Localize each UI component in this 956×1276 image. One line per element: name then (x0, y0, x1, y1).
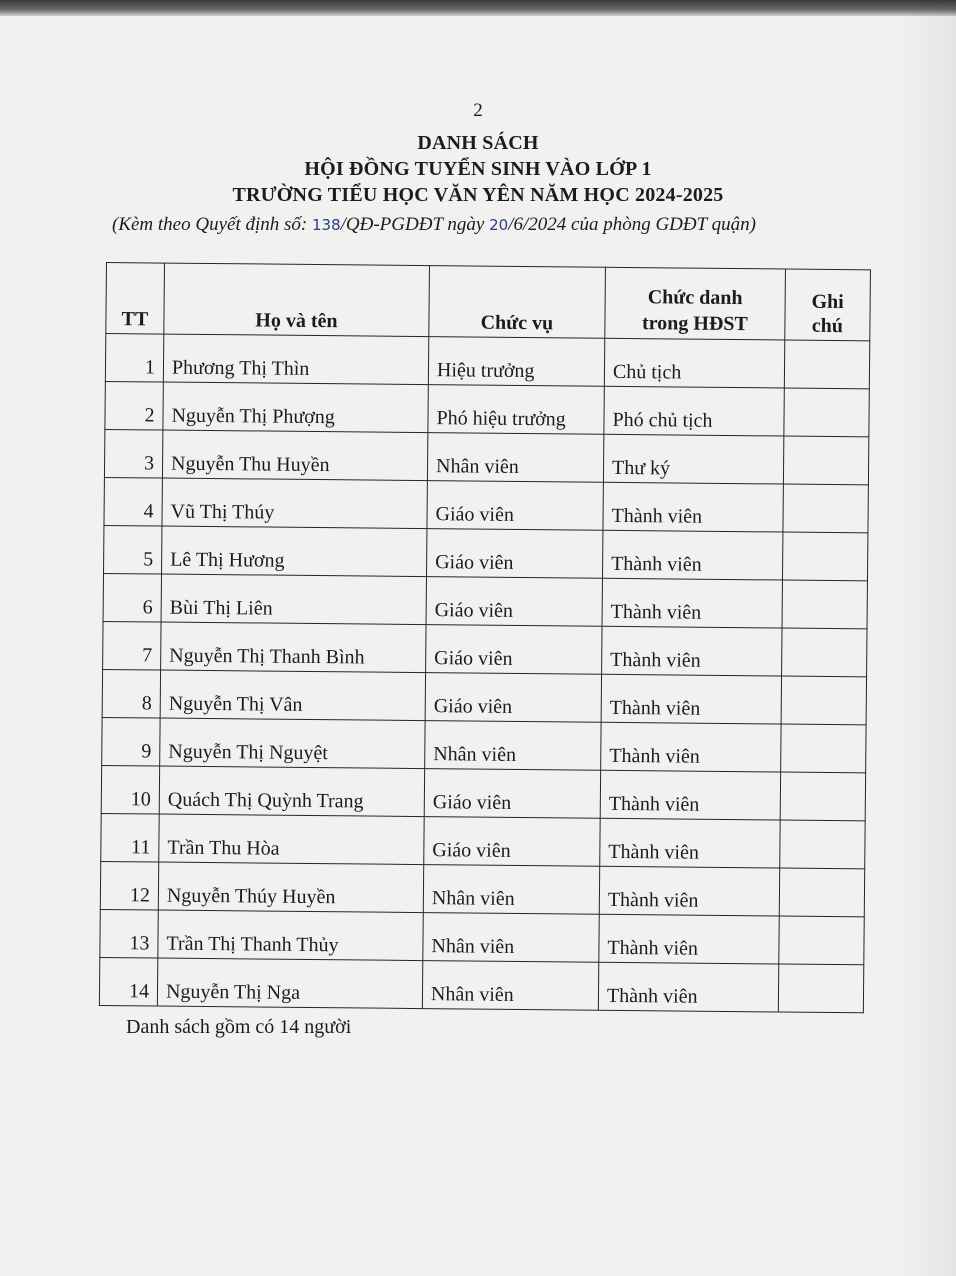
member-position: Nhân viên (425, 721, 601, 771)
member-name: Nguyễn Thị Nga (157, 958, 422, 1009)
table-row (103, 621, 867, 676)
member-name: Nguyễn Thu Huyền (162, 430, 427, 481)
table-row (104, 429, 868, 484)
member-name: Nguyễn Thúy Huyền (158, 862, 423, 913)
table-row (99, 957, 863, 1012)
member-council-title: Thành viên (601, 722, 781, 772)
member-council-title: Thành viên (602, 578, 782, 628)
member-position: Giáo viên (427, 481, 603, 531)
subtitle-text-2: /QĐ-PGDĐT ngày (340, 214, 490, 235)
document-title-line3: TRƯỜNG TIỂU HỌC VĂN YÊN NĂM HỌC 2024-2025 (232, 184, 724, 206)
member-name: Nguyễn Thị Thanh Bình (161, 622, 426, 673)
member-council-title: Thành viên (603, 482, 783, 532)
table-row (104, 477, 868, 532)
handwritten-day: 20 (489, 216, 509, 234)
member-council-title: Thư ký (603, 434, 783, 484)
header-note-line2: chú (811, 314, 844, 338)
member-name: Quách Thị Quỳnh Trang (159, 766, 424, 817)
member-name: Lê Thị Hương (162, 526, 427, 577)
row-number: 7 (103, 621, 161, 670)
table-row (100, 861, 864, 916)
member-position: Giáo viên (424, 769, 600, 819)
table-row (101, 813, 865, 868)
council-member-table (99, 262, 871, 1013)
member-position: Nhân viên (427, 433, 603, 483)
member-note (782, 580, 867, 629)
row-number: 2 (105, 381, 163, 430)
row-number: 9 (102, 717, 160, 766)
row-number: 12 (100, 861, 158, 910)
row-number: 6 (103, 573, 161, 622)
member-note (783, 484, 868, 533)
row-number: 4 (104, 477, 162, 526)
table-row (105, 381, 869, 436)
table-row (102, 717, 866, 772)
member-name: Nguyễn Thị Phượng (163, 382, 428, 433)
document-title: DANH SÁCH (417, 132, 539, 154)
row-number: 11 (101, 813, 159, 862)
row-number: 3 (104, 429, 162, 478)
member-council-title: Thành viên (599, 914, 779, 964)
header-name: Họ và tên (164, 263, 430, 337)
member-position: Hiệu trưởng (428, 337, 604, 387)
page-number: 2 (473, 100, 483, 121)
member-council-title: Thành viên (601, 674, 781, 724)
member-council-title: Thành viên (598, 962, 778, 1012)
header-council-title (605, 267, 786, 340)
document-footer: Danh sách gồm có 14 người (126, 1016, 352, 1038)
member-name: Phương Thị Thìn (163, 334, 428, 385)
member-position: Nhân viên (423, 865, 599, 915)
row-number: 10 (101, 765, 159, 814)
header-council-title-line2: trong HĐST (641, 312, 748, 336)
table-row (103, 573, 867, 628)
member-council-title: Thành viên (599, 866, 779, 916)
header-tt: TT (106, 263, 165, 335)
member-note (781, 724, 866, 773)
member-name: Trần Thu Hòa (159, 814, 424, 865)
handwritten-decision-number: 138 (311, 216, 341, 234)
header-note-line1: Ghi (811, 290, 844, 314)
member-council-title: Phó chủ tịch (604, 386, 784, 436)
photo-background-edge (0, 0, 956, 16)
member-note (782, 532, 867, 581)
member-position: Giáo viên (425, 673, 601, 723)
table-row (101, 765, 865, 820)
subtitle-text-1: (Kèm theo Quyết định số: (112, 214, 312, 235)
member-note (780, 772, 865, 821)
member-name: Trần Thị Thanh Thủy (158, 910, 423, 961)
member-position: Giáo viên (426, 625, 602, 675)
table-row (100, 909, 864, 964)
member-position: Giáo viên (424, 817, 600, 867)
row-number: 8 (102, 669, 160, 718)
header-council-title-line1: Chức danh (647, 286, 743, 310)
member-note (784, 340, 869, 389)
member-position: Nhân viên (423, 913, 599, 963)
member-note (781, 676, 866, 725)
table-row (102, 669, 866, 724)
member-position: Phó hiệu trưởng (428, 385, 604, 435)
document-subtitle (112, 214, 852, 236)
member-note (784, 388, 869, 437)
header-position: Chức vụ (429, 266, 606, 339)
member-council-title: Thành viên (600, 770, 780, 820)
member-note (779, 868, 864, 917)
row-number: 1 (105, 334, 163, 383)
member-position: Nhân viên (422, 961, 598, 1011)
member-position: Giáo viên (426, 529, 602, 579)
member-name: Bùi Thị Liên (161, 574, 426, 625)
member-council-title: Chủ tịch (604, 338, 784, 388)
member-note (778, 964, 863, 1013)
member-name: Nguyễn Thị Nguyệt (160, 718, 425, 769)
member-name: Vũ Thị Thúy (162, 478, 427, 529)
document-title-line2: HỘI ĐỒNG TUYỂN SINH VÀO LỚP 1 (304, 158, 652, 180)
row-number: 13 (100, 909, 158, 958)
table-row (105, 334, 869, 389)
member-council-title: Thành viên (600, 818, 780, 868)
member-name: Nguyễn Thị Vân (160, 670, 425, 721)
member-note (782, 628, 867, 677)
row-number: 5 (104, 525, 162, 574)
table-header-row (106, 263, 871, 341)
member-council-title: Thành viên (602, 626, 782, 676)
header-note (785, 269, 871, 341)
member-council-title: Thành viên (602, 530, 782, 580)
table-row (104, 525, 868, 580)
member-note (780, 820, 865, 869)
member-note (779, 916, 864, 965)
member-position: Giáo viên (426, 577, 602, 627)
member-note (783, 436, 868, 485)
subtitle-text-3: /6/2024 của phòng GDĐT quận) (508, 214, 756, 235)
row-number: 14 (99, 957, 157, 1006)
